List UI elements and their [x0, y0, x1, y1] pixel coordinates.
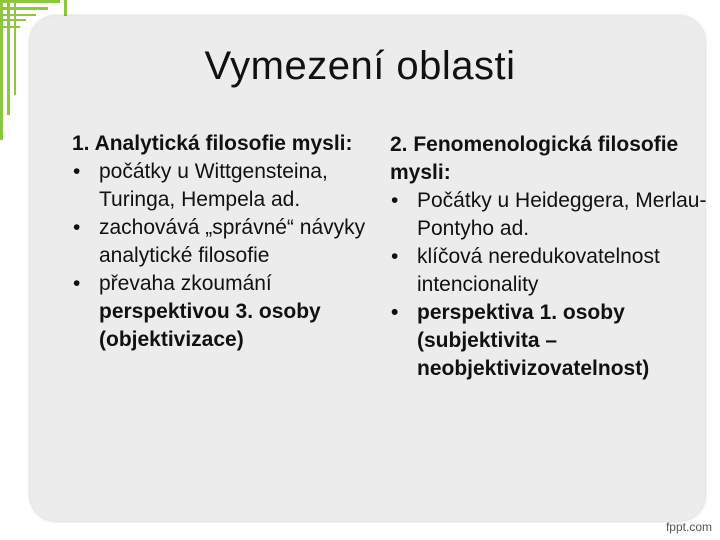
- footer-brand: fppt.com: [665, 520, 712, 534]
- left-heading: 1. Analytická filosofie mysli:: [72, 132, 353, 155]
- right-heading: 2. Fenomenologická filosofie mysli:: [390, 133, 679, 184]
- slide-title: Vymezení oblasti: [204, 44, 516, 88]
- right-bullet-list: [390, 187, 710, 383]
- list-item-bold-text: perspektivou 3. osoby (objektivizace): [99, 300, 321, 351]
- left-column: [72, 130, 372, 354]
- list-item: • Počátky u Heideggera, Merlau-Pontyho ad.: [390, 187, 710, 243]
- list-item: • zachovává „správné“ návyky analytické filosofie: [72, 214, 372, 270]
- right-column: [390, 131, 710, 383]
- list-item: • počátky u Wittgensteina, Turinga, Hempela ad.: [72, 158, 372, 214]
- list-item: [72, 270, 372, 354]
- list-item-text: převaha zkoumání: [99, 272, 272, 295]
- left-bullet-list: [72, 158, 372, 354]
- list-item: • klíčová neredukovatelnost intencionality: [390, 243, 710, 299]
- list-item: • perspektiva 1. osoby (subjektivita – neobjektivizovatelnost): [390, 299, 710, 383]
